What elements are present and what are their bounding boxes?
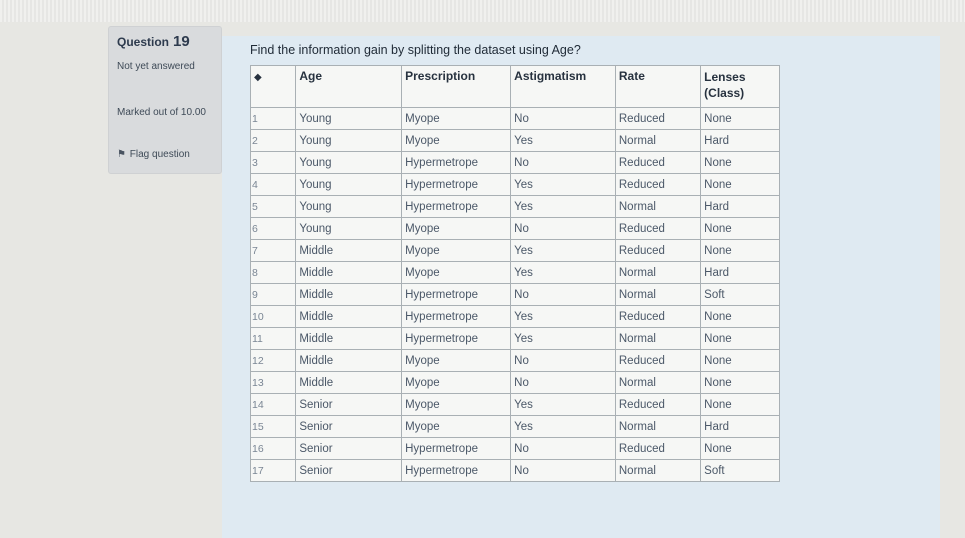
table-row [251, 460, 780, 482]
cell-rate: Reduced [615, 152, 700, 174]
cell-astigmatism: No [511, 284, 616, 306]
cell-prescription: Hypermetrope [402, 152, 511, 174]
cell-astigmatism: No [511, 438, 616, 460]
cell-lenses: Hard [701, 262, 780, 284]
cell-index: 15 [251, 416, 296, 438]
cell-prescription: Hypermetrope [402, 174, 511, 196]
cell-astigmatism: Yes [511, 328, 616, 350]
cell-age: Middle [296, 350, 402, 372]
cell-index: 5 [251, 196, 296, 218]
cell-age: Young [296, 174, 402, 196]
cell-astigmatism: Yes [511, 262, 616, 284]
cell-index: 12 [251, 350, 296, 372]
cell-lenses: Soft [701, 284, 780, 306]
cell-astigmatism: No [511, 372, 616, 394]
cell-index: 9 [251, 284, 296, 306]
table-row [251, 218, 780, 240]
cell-rate: Reduced [615, 240, 700, 262]
cell-rate: Reduced [615, 306, 700, 328]
question-marks: Marked out of 10.00 [117, 107, 206, 118]
cell-astigmatism: Yes [511, 196, 616, 218]
table-row [251, 262, 780, 284]
cell-age: Senior [296, 460, 402, 482]
cell-rate: Reduced [615, 174, 700, 196]
cell-lenses: Soft [701, 460, 780, 482]
cell-prescription: Hypermetrope [402, 460, 511, 482]
cell-lenses: None [701, 350, 780, 372]
header-prescription: Prescription [402, 66, 511, 108]
cell-prescription: Hypermetrope [402, 438, 511, 460]
cell-lenses: Hard [701, 196, 780, 218]
cell-prescription: Hypermetrope [402, 306, 511, 328]
cell-astigmatism: No [511, 350, 616, 372]
table-row [251, 416, 780, 438]
cell-rate: Normal [615, 130, 700, 152]
cell-astigmatism: Yes [511, 306, 616, 328]
question-number: 19 [173, 33, 190, 50]
table-row [251, 394, 780, 416]
cell-lenses: None [701, 306, 780, 328]
cell-astigmatism: No [511, 460, 616, 482]
header-astigmatism: Astigmatism [511, 66, 616, 108]
question-number-label [117, 33, 190, 50]
flag-question-label: Flag question [129, 149, 190, 160]
cell-lenses: Hard [701, 416, 780, 438]
cell-index: 8 [251, 262, 296, 284]
cell-prescription: Myope [402, 240, 511, 262]
cell-astigmatism: Yes [511, 130, 616, 152]
cell-lenses: Hard [701, 130, 780, 152]
cell-index: 10 [251, 306, 296, 328]
flag-question-link[interactable] [117, 149, 190, 160]
question-status: Not yet answered [117, 61, 195, 72]
cell-rate: Normal [615, 372, 700, 394]
header-lenses-class: Lenses (Class) [701, 66, 780, 108]
cell-rate: Normal [615, 460, 700, 482]
cell-rate: Normal [615, 328, 700, 350]
cell-index: 2 [251, 130, 296, 152]
cell-lenses: None [701, 372, 780, 394]
table-row [251, 130, 780, 152]
cell-rate: Reduced [615, 218, 700, 240]
table-row [251, 152, 780, 174]
cell-lenses: None [701, 152, 780, 174]
cell-lenses: None [701, 108, 780, 130]
cell-age: Young [296, 218, 402, 240]
cell-prescription: Myope [402, 262, 511, 284]
cell-prescription: Hypermetrope [402, 284, 511, 306]
cell-index: 11 [251, 328, 296, 350]
cell-age: Senior [296, 438, 402, 460]
table-row [251, 328, 780, 350]
cell-index: 16 [251, 438, 296, 460]
table-row [251, 174, 780, 196]
cell-lenses: None [701, 394, 780, 416]
cell-index: 1 [251, 108, 296, 130]
cell-rate: Normal [615, 416, 700, 438]
cell-age: Middle [296, 306, 402, 328]
cell-rate: Normal [615, 196, 700, 218]
cell-index: 14 [251, 394, 296, 416]
dataset-table [250, 65, 780, 482]
table-row [251, 196, 780, 218]
header-index [251, 66, 296, 108]
browser-top-bar [0, 0, 965, 22]
cell-astigmatism: No [511, 108, 616, 130]
cell-rate: Reduced [615, 438, 700, 460]
cell-age: Young [296, 196, 402, 218]
table-body [251, 108, 780, 482]
cell-astigmatism: Yes [511, 174, 616, 196]
cell-lenses: None [701, 240, 780, 262]
cell-age: Middle [296, 240, 402, 262]
cell-index: 13 [251, 372, 296, 394]
hash-icon: ◆ [254, 72, 262, 83]
question-content [222, 36, 940, 538]
question-label-text: Question [117, 35, 170, 49]
cell-lenses: None [701, 328, 780, 350]
cell-prescription: Myope [402, 372, 511, 394]
cell-rate: Reduced [615, 350, 700, 372]
cell-prescription: Myope [402, 350, 511, 372]
cell-age: Middle [296, 262, 402, 284]
cell-prescription: Myope [402, 108, 511, 130]
table-row [251, 438, 780, 460]
cell-astigmatism: Yes [511, 394, 616, 416]
cell-lenses: None [701, 174, 780, 196]
table-row [251, 108, 780, 130]
cell-astigmatism: Yes [511, 416, 616, 438]
cell-prescription: Hypermetrope [402, 196, 511, 218]
cell-age: Middle [296, 372, 402, 394]
table-row [251, 284, 780, 306]
cell-index: 3 [251, 152, 296, 174]
cell-prescription: Myope [402, 416, 511, 438]
cell-lenses: None [701, 218, 780, 240]
table-header-row [251, 66, 780, 108]
cell-age: Senior [296, 394, 402, 416]
cell-rate: Normal [615, 262, 700, 284]
cell-prescription: Myope [402, 394, 511, 416]
cell-prescription: Myope [402, 130, 511, 152]
cell-age: Young [296, 130, 402, 152]
table-row [251, 372, 780, 394]
cell-astigmatism: No [511, 152, 616, 174]
header-age: Age [296, 66, 402, 108]
question-info-panel [108, 26, 222, 174]
cell-prescription: Myope [402, 218, 511, 240]
question-text: Find the information gain by splitting the dataset using Age? [250, 43, 581, 57]
cell-age: Young [296, 108, 402, 130]
cell-age: Middle [296, 284, 402, 306]
cell-age: Young [296, 152, 402, 174]
cell-prescription: Hypermetrope [402, 328, 511, 350]
cell-age: Middle [296, 328, 402, 350]
table-row [251, 240, 780, 262]
table-row [251, 350, 780, 372]
cell-astigmatism: No [511, 218, 616, 240]
cell-lenses: None [701, 438, 780, 460]
cell-rate: Normal [615, 284, 700, 306]
cell-index: 6 [251, 218, 296, 240]
header-rate: Rate [615, 66, 700, 108]
cell-age: Senior [296, 416, 402, 438]
cell-index: 7 [251, 240, 296, 262]
flag-icon: ⚑ [117, 149, 126, 160]
cell-astigmatism: Yes [511, 240, 616, 262]
cell-rate: Reduced [615, 394, 700, 416]
table-row [251, 306, 780, 328]
cell-index: 4 [251, 174, 296, 196]
cell-index: 17 [251, 460, 296, 482]
cell-rate: Reduced [615, 108, 700, 130]
